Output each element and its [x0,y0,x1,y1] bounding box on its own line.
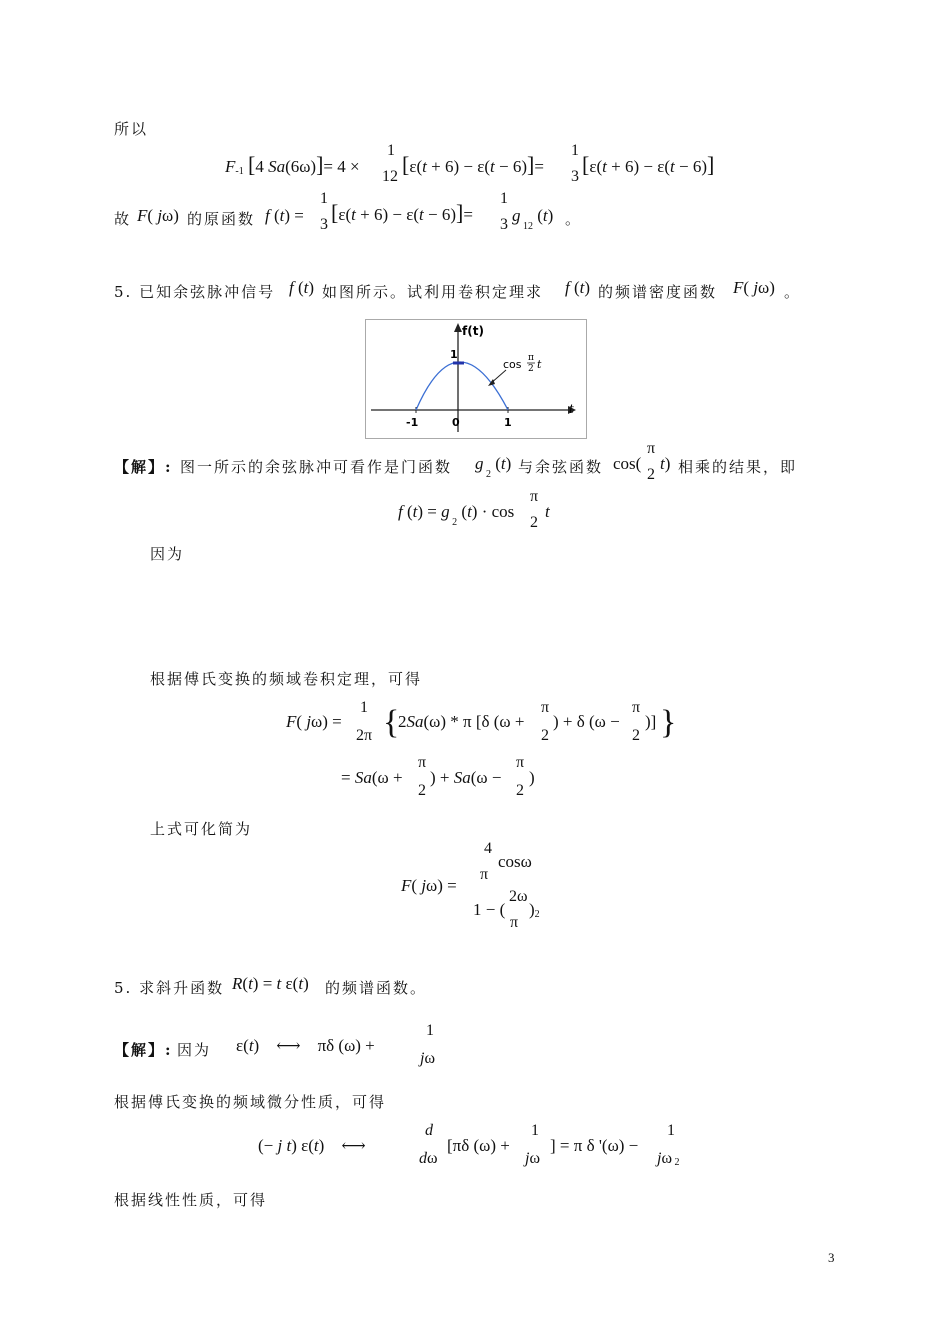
y-axis-arrow [454,323,462,332]
text-gu: 故 [114,210,132,228]
eq-simplified: F( jω) = [401,876,457,895]
svg-text:2: 2 [528,364,534,374]
tick-label-0: 0 [452,416,460,429]
xlabel: t [569,402,574,416]
page-number: 3 [828,1250,835,1265]
eq-epsilon-1: [ε(t + 6) − ε(t − 6)]= [402,152,544,177]
text-yinwei: 因为 [150,545,185,563]
eq-step-pair: ε(t) ⟷ πδ (ω) + [236,1036,375,1055]
eq-f-product: f (t) = g $_2$ (t) · cos [398,502,515,528]
svg-text:t: t [537,358,542,371]
solution-label: 【解】: [114,458,173,476]
text-shangshi: 上式可化简为 [150,820,253,838]
svg-text:π: π [528,353,534,363]
peak-label: 1 [450,348,458,361]
text-suoyi: 所以 [114,120,149,138]
curve-label: cos [503,358,522,371]
problem-6-title: 5. 求斜升函数 [114,979,225,997]
text-genju-2: 根据傅氏变换的频域微分性质，可得 [114,1093,387,1111]
frac-1-12: 1 [387,142,395,159]
eq-convolution: F( jω) = [286,712,342,731]
cosine-curve [416,362,508,410]
text-genju-1: 根据傅氏变换的频域卷积定理，可得 [150,670,423,688]
eq-inverse-fourier: F-1 [4 Sa(6ω)]= 4 × [225,152,360,177]
eq-sa-sum: = Sa(ω + [341,768,403,787]
cosine-pulse-plot [366,320,586,438]
ylabel: f(t) [462,324,484,338]
eq-epsilon-2: [ε(t + 6) − ε(t − 6)] [582,152,715,177]
solution-2-label: 【解】: [114,1041,173,1059]
problem-5-title: 5. 已知余弦脉冲信号 [114,283,276,301]
text-genju-3: 根据线性性质，可得 [114,1191,268,1209]
eq-differentiation: (− j t) ε(t) ⟷ [258,1136,366,1155]
tick-label-1: 1 [504,416,512,429]
tick-label-neg1: -1 [406,416,419,429]
cosine-pulse-figure [365,319,587,439]
frac-12: 12 [382,168,398,185]
